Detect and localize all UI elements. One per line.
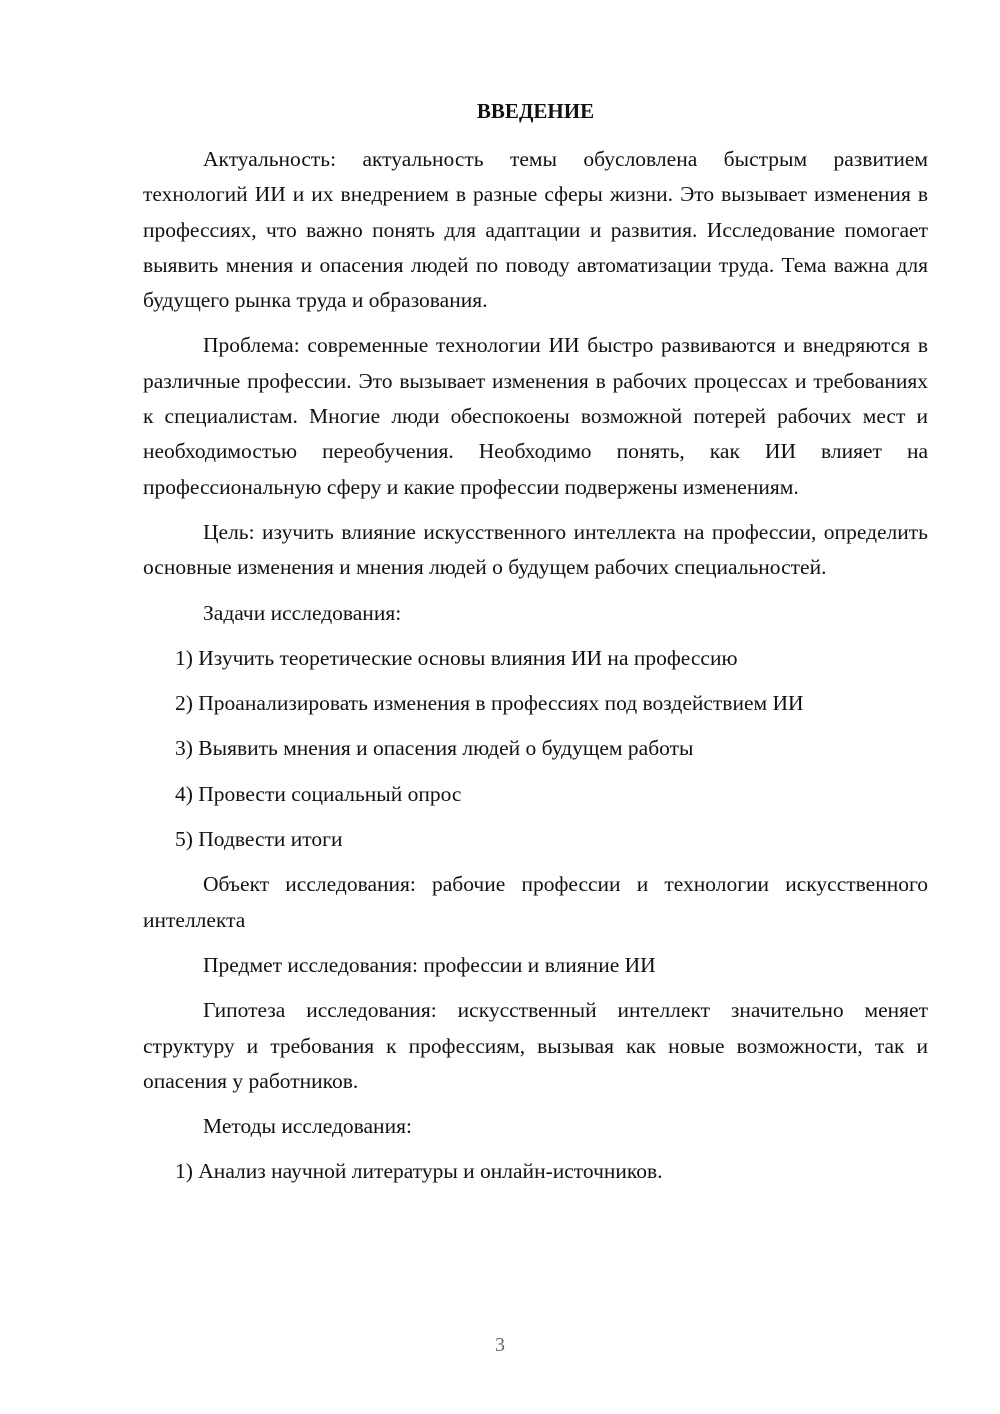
hypothesis-paragraph: Гипотеза исследования: искусственный интеллект значительно меняет структуру и требования к профессиям, вызывая как новые возможности, так и опасения у работников. — [143, 998, 928, 1093]
subject-paragraph: Предмет исследования: профессии и влияние ИИ — [203, 952, 656, 977]
method-item-1: 1) Анализ научной литературы и онлайн-источников. — [175, 1159, 663, 1184]
goal-paragraph: Цель: изучить влияние искусственного интеллекта на профессии, определить основные изменения и мнения людей о будущем рабочих специальностей. — [143, 519, 928, 580]
methods-heading: Методы исследования: — [203, 1114, 412, 1139]
task-item-4: 4) Провести социальный опрос — [175, 781, 462, 806]
tasks-heading: Задачи исследования: — [203, 600, 402, 625]
task-item-1: 1) Изучить теоретические основы влияния ИИ на профессию — [175, 645, 738, 670]
task-item-2: 2) Проанализировать изменения в профессиях под воздействием ИИ — [175, 691, 804, 716]
task-item-3: 3) Выявить мнения и опасения людей о будущем работы — [175, 736, 694, 761]
page-number: 3 — [495, 1334, 505, 1356]
section-title: ВВЕДЕНИЕ — [476, 99, 595, 123]
problem-paragraph: Проблема: современные технологии ИИ быстро развиваются и внедряются в различные профессии. Это вызывает изменения в рабочих процессах и требованиях к специалистам. Многие люди обеспокоены возможной потерей рабочих мест и необходимостью переобучения. Необходимо понять, как ИИ влияет на профессиональную сферу и какие профессии подвержены изменениям. — [143, 333, 928, 499]
relevance-paragraph: Актуальность: актуальность темы обусловлена быстрым развитием технологий ИИ и их внедрением в разные сферы жизни. Это вызывает изменения в профессиях, что важно понять для адаптации и развития. Исследование помогает выявить мнения и опасения людей по поводу автоматизации труда. Тема важна для будущего рынка труда и образования. — [143, 147, 928, 313]
object-paragraph: Объект исследования: рабочие профессии и технологии искусственного интеллекта — [143, 872, 928, 932]
document-body — [143, 142, 928, 1200]
task-item-5: 5) Подвести итоги — [175, 827, 343, 852]
